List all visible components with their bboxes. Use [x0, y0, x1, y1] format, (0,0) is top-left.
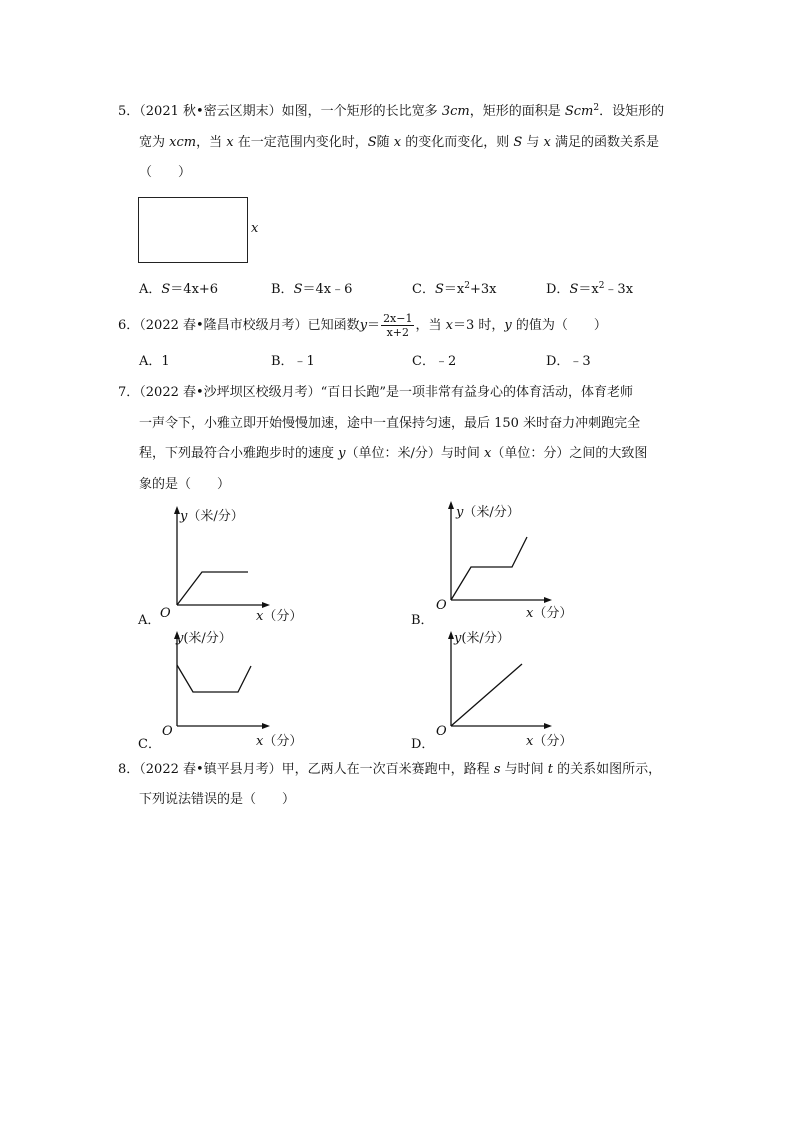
q5-text: ．设矩形的 [599, 104, 665, 119]
q8-number: 8． [118, 762, 140, 777]
graph-a-y-label [180, 505, 244, 524]
q6-option-c[interactable]: C．﹣2 [412, 354, 457, 369]
graph-d-y-label [454, 627, 510, 646]
x-var: x [526, 606, 534, 621]
graph-c-origin [162, 724, 173, 739]
option-letter: B． [271, 282, 294, 297]
graph-d-curve [451, 664, 522, 726]
q5-text: 与 [522, 135, 544, 150]
q8-text: 甲，乙两人在一次百米赛跑中，路程 [281, 762, 494, 777]
x-unit: （分） [263, 609, 303, 624]
q6-option-b[interactable]: B．﹣1 [271, 354, 315, 369]
q6-option-a[interactable]: A．1 [139, 354, 170, 369]
q5-rectangle-figure [138, 197, 248, 263]
q5-option-a[interactable] [139, 280, 218, 300]
q6-fraction [381, 312, 414, 339]
q5-text: 如图，一个矩形的长比宽多 [281, 104, 442, 119]
q8-text: 的关系如图所示， [552, 762, 662, 777]
y-var: y [456, 505, 464, 520]
q8-text: 与时间 [500, 762, 548, 777]
q5-rectangle-width-label: x [251, 221, 259, 236]
q5-text: 满足的函数关系是 [550, 135, 660, 150]
q7-text: 程，下列最符合小雅跑步时的速度 [139, 446, 339, 461]
option-var: S [434, 282, 444, 297]
graph-b-x-label [526, 602, 572, 621]
option-text: ＝x [578, 282, 599, 297]
y-unit: (米/分） [183, 631, 232, 646]
q7-graph-c [160, 630, 280, 740]
q5-text: 宽为 [139, 135, 170, 150]
q6-var: y [504, 318, 512, 333]
graph-c-y-label [176, 627, 232, 646]
y-var: y [454, 631, 462, 646]
q6-option-d[interactable]: D．﹣3 [546, 354, 591, 369]
q5-text: ，矩形的面积是 [469, 104, 565, 119]
q6-text: 已知函数 [307, 318, 360, 333]
q6-text: ，当 [415, 318, 446, 333]
option-letter: C． [412, 282, 435, 297]
origin-label: O [436, 724, 447, 739]
option-text: ＝x [443, 282, 465, 297]
q6-text: ＝ [367, 318, 381, 333]
q8-line-2: 下列说法错误的是（ ） [139, 792, 296, 807]
q5-line-2 [139, 133, 659, 153]
q7-graph-d [434, 630, 564, 740]
q8-var: s [493, 762, 501, 777]
q5-var: xcm [169, 135, 197, 150]
graph-c-curve [177, 665, 251, 692]
q5-var: S [513, 135, 523, 150]
option-letter: D． [546, 282, 570, 297]
option-var: S [569, 282, 579, 297]
x-unit: （分） [533, 734, 573, 749]
origin-label: O [160, 606, 171, 621]
q7-text: （单位：分）之间的大致图 [491, 446, 648, 461]
q7-line-4: 象的是（ ） [139, 477, 231, 492]
y-unit: （米/分） [187, 509, 244, 524]
q6-text: 的值为（ ） [511, 318, 607, 333]
q6-var: x [445, 318, 453, 333]
q6-line-1 [118, 312, 607, 340]
q5-var: x [543, 135, 551, 150]
graph-b-letter[interactable]: B． [411, 613, 434, 628]
q5-var: S [367, 135, 377, 150]
q5-option-d[interactable] [546, 280, 633, 300]
fraction-numerator: 2x−1 [383, 312, 413, 325]
q5-option-b[interactable] [271, 280, 352, 300]
q7-line-1 [118, 383, 633, 403]
graph-a-letter[interactable]: A． [138, 613, 161, 628]
graph-c-x-label [256, 730, 302, 749]
option-superscript: 2 [464, 281, 470, 291]
option-text: ＝4x﹣6 [302, 282, 353, 297]
graph-a-origin [160, 606, 171, 621]
graph-d-origin [436, 724, 447, 739]
graph-a-x-label [256, 605, 302, 624]
q5-text: 随 [376, 135, 394, 150]
option-var: S [161, 282, 171, 297]
q6-var: y [359, 318, 368, 333]
q6-number: 6． [118, 318, 140, 333]
origin-label: O [162, 724, 173, 739]
graph-b-y-label [456, 501, 520, 520]
option-text: ﹣3x [604, 282, 634, 297]
option-text: ＝4x+6 [170, 282, 219, 297]
q5-option-c[interactable] [412, 280, 496, 300]
graph-a-curve [177, 572, 248, 605]
y-var: y [180, 509, 188, 524]
q5-source: （2021 秋•密云区期末） [139, 104, 282, 119]
option-superscript: 2 [598, 281, 605, 291]
q5-superscript: 2 [593, 103, 600, 113]
q5-text: ，当 [196, 135, 227, 150]
x-unit: （分） [533, 606, 573, 621]
q5-number: 5． [118, 104, 140, 119]
graph-b-curve [451, 537, 527, 600]
q5-var: Scm [564, 104, 594, 119]
q5-line-1 [118, 102, 664, 122]
x-var: x [526, 734, 534, 749]
q7-text: “百日长跑”是一项非常有益身心的体育活动，体育老师 [320, 385, 633, 400]
x-unit: （分） [263, 734, 303, 749]
q5-text: 在一定范围内变化时， [233, 135, 368, 150]
q5-var: x [393, 135, 402, 150]
y-unit: （米/分） [463, 505, 520, 520]
option-letter: A． [139, 282, 162, 297]
graph-d-letter[interactable]: D． [411, 737, 435, 752]
q7-source: （2022 春•沙坪坝区校级月考） [139, 385, 321, 400]
option-text: +3x [469, 282, 497, 297]
q5-var: 3cm [441, 104, 470, 119]
q7-number: 7． [118, 385, 140, 400]
x-var: x [256, 734, 264, 749]
y-var: y [176, 631, 184, 646]
q7-var: y [338, 446, 346, 461]
q8-var: t [547, 762, 553, 777]
y-unit: (米/分） [461, 631, 510, 646]
q7-line-3 [139, 444, 647, 464]
q7-line-2: 一声令下，小雅立即开始慢慢加速，途中一直保持匀速，最后 150 米时奋力冲刺跑完全 [139, 416, 641, 431]
q7-var: x [484, 446, 492, 461]
q5-text: 的变化而变化，则 [401, 135, 514, 150]
q8-line-1 [118, 760, 661, 780]
q5-var: x [226, 135, 234, 150]
graph-d-x-label [526, 730, 572, 749]
q6-text: ＝3 时， [452, 318, 505, 333]
q6-source: （2022 春•隆昌市校级月考） [139, 318, 308, 333]
q5-answer-paren: （ ） [139, 165, 192, 180]
option-var: S [293, 282, 303, 297]
q8-source: （2022 春•镇平县月考） [139, 762, 282, 777]
q7-text: （单位：米/分）与时间 [345, 446, 485, 461]
x-var: x [256, 609, 264, 624]
graph-b-origin [436, 598, 447, 613]
graph-c-letter[interactable]: C． [138, 737, 161, 752]
fraction-denominator: x+2 [386, 326, 409, 339]
origin-label: O [436, 598, 447, 613]
